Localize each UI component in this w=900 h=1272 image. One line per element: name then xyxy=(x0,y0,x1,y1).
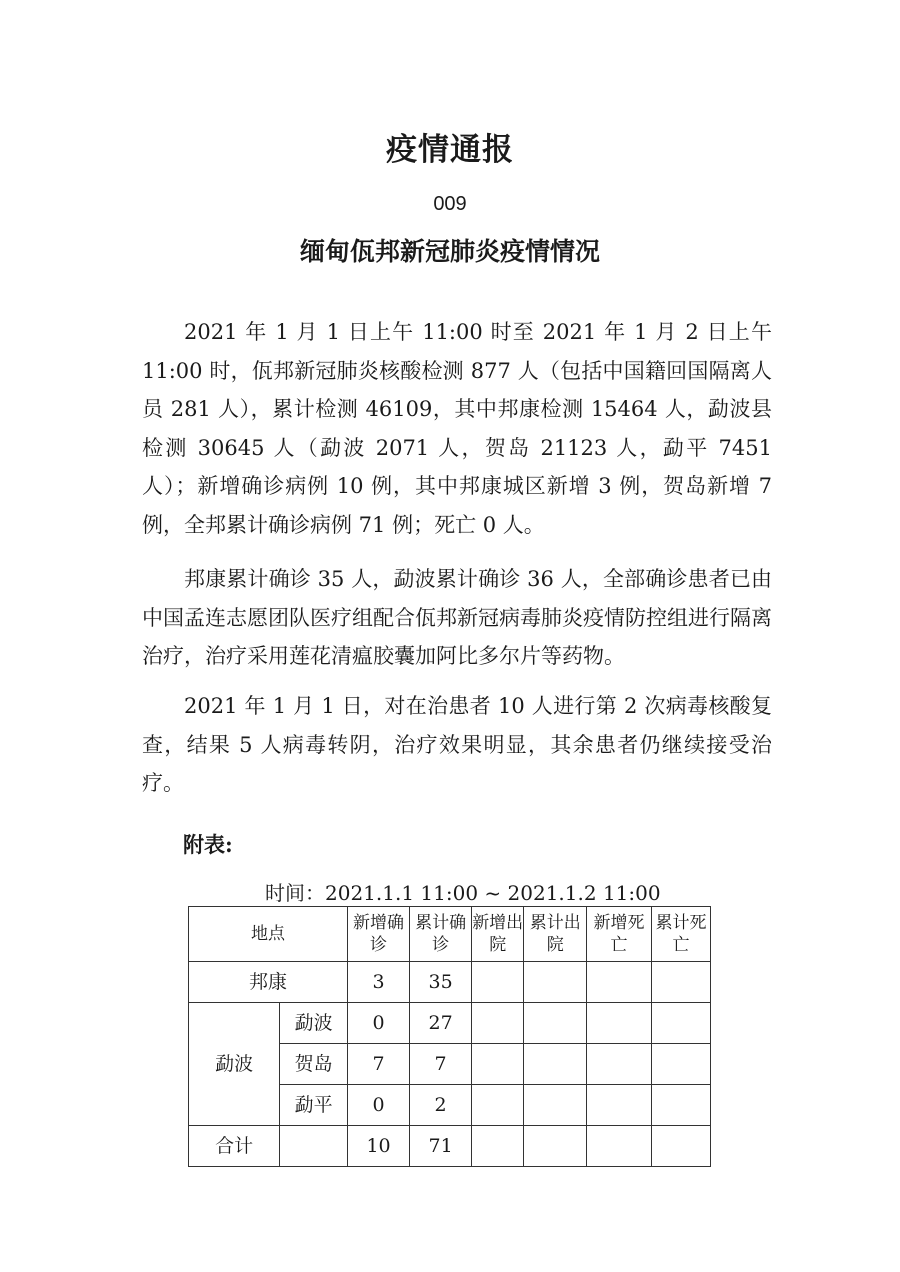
cell-new-confirmed: 0 xyxy=(348,1085,410,1126)
cell-subregion: 勐波 xyxy=(280,1003,348,1044)
header-location: 地点 xyxy=(189,907,348,962)
cell-subregion: 贺岛 xyxy=(280,1044,348,1085)
cell-new-confirmed: 10 xyxy=(348,1126,410,1167)
cell-empty xyxy=(587,962,652,1003)
cell-new-confirmed: 7 xyxy=(348,1044,410,1085)
cell-location: 邦康 xyxy=(189,962,348,1003)
paragraph-testing: 2021 年 1 月 1 日上午 11:00 时至 2021 年 1 月 2 日上午 11:00 时，佤邦新冠肺炎核酸检测 877 人（包括中国籍回国隔离人员 281 人），累计检测 46109，其中邦康检测 15464 人，勐波县检测 30645 人（勐波 2071 人，贺岛 21123 人，勐平 7451 人）；新增确诊病例 10 例，其中邦康城区新增 3 例，贺岛新增 7 例，全邦累计确诊病例 71 例；死亡 0 人。 xyxy=(142,320,772,537)
table-row-mengbo xyxy=(189,1003,711,1044)
cell-empty xyxy=(651,1044,710,1085)
cell-empty xyxy=(524,1003,587,1044)
table-time-range: 时间：2021.1.1 11:00 ~ 2021.1.2 11:00 xyxy=(265,881,661,905)
cell-empty xyxy=(651,1003,710,1044)
cell-total-confirmed: 71 xyxy=(410,1126,472,1167)
cell-empty xyxy=(524,1126,587,1167)
header-new-deaths: 新增死亡 xyxy=(587,907,652,962)
paragraph-treatment: 邦康累计确诊 35 人，勐波累计确诊 36 人，全部确诊患者已由中国孟连志愿团队医疗组配合佤邦新冠病毒肺炎疫情防控组进行隔离治疗，治疗采用莲花清瘟胶囊加阿比多尔片等药物。 xyxy=(142,567,772,668)
report-number: 009 xyxy=(433,193,467,215)
cell-total-confirmed: 7 xyxy=(410,1044,472,1085)
attachment-label: 附表: xyxy=(183,832,233,857)
cell-empty xyxy=(524,962,587,1003)
case-statistics-table xyxy=(188,906,711,1167)
cell-empty xyxy=(587,1085,652,1126)
cell-empty xyxy=(472,962,524,1003)
cell-subregion: 勐平 xyxy=(280,1085,348,1126)
cell-new-confirmed: 3 xyxy=(348,962,410,1003)
header-total-discharged: 累计出院 xyxy=(524,907,587,962)
cell-empty xyxy=(472,1085,524,1126)
cell-empty xyxy=(587,1044,652,1085)
cell-empty xyxy=(587,1003,652,1044)
cell-empty xyxy=(280,1126,348,1167)
document-title: 疫情通报 xyxy=(386,132,514,168)
cell-new-confirmed: 0 xyxy=(348,1003,410,1044)
cell-total-confirmed: 35 xyxy=(410,962,472,1003)
cell-empty xyxy=(472,1044,524,1085)
cell-empty xyxy=(524,1085,587,1126)
cell-total-confirmed: 2 xyxy=(410,1085,472,1126)
cell-empty xyxy=(587,1126,652,1167)
header-new-discharged: 新增出院 xyxy=(472,907,524,962)
cell-region-mengbo: 勐波 xyxy=(189,1003,280,1126)
header-total-confirmed: 累计确诊 xyxy=(410,907,472,962)
document-subtitle: 缅甸佤邦新冠肺炎疫情情况 xyxy=(299,237,600,266)
table-header-row xyxy=(189,907,711,962)
cell-empty xyxy=(651,962,710,1003)
cell-empty xyxy=(524,1044,587,1085)
header-new-confirmed: 新增确诊 xyxy=(348,907,410,962)
table-row-bangkang xyxy=(189,962,711,1003)
header-total-deaths: 累计死亡 xyxy=(651,907,710,962)
cell-empty xyxy=(651,1085,710,1126)
cell-total-confirmed: 27 xyxy=(410,1003,472,1044)
paragraph-recheck: 2021 年 1 月 1 日，对在治患者 10 人进行第 2 次病毒核酸复查，结果 5 人病毒转阴，治疗效果明显，其余患者仍继续接受治疗。 xyxy=(142,694,772,795)
cell-total-label: 合计 xyxy=(189,1126,280,1167)
cell-empty xyxy=(472,1126,524,1167)
cell-empty xyxy=(651,1126,710,1167)
table-row-total xyxy=(189,1126,711,1167)
cell-empty xyxy=(472,1003,524,1044)
